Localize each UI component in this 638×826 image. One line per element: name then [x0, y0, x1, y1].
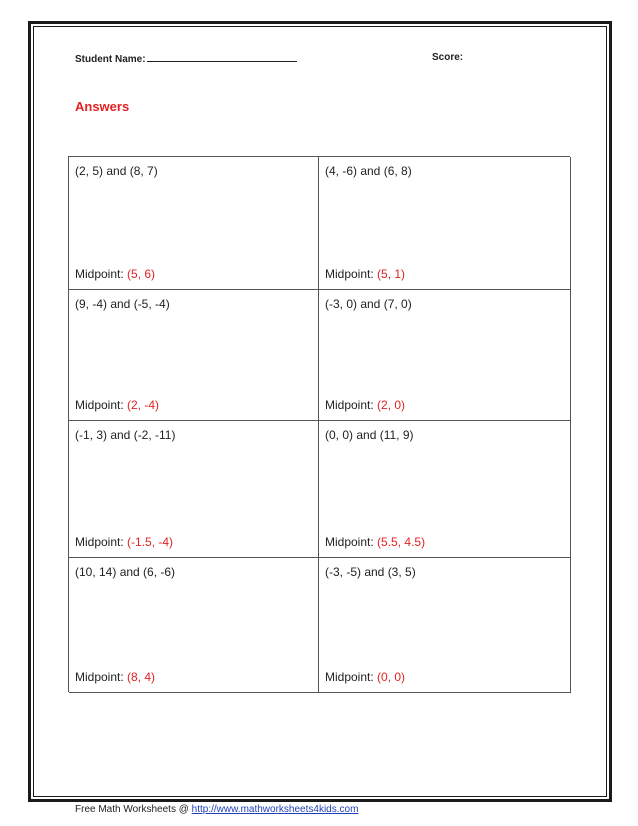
problem-points: (2, 5) and (8, 7)	[75, 164, 158, 178]
page-title: Answers	[75, 99, 130, 114]
problem-cell	[69, 421, 319, 558]
midpoint-line	[325, 398, 405, 412]
midpoint-line	[75, 267, 155, 281]
problem-points: (-3, 0) and (7, 0)	[325, 297, 412, 311]
midpoint-line	[325, 535, 425, 549]
midpoint-label: Midpoint:	[75, 670, 124, 684]
problem-cell	[319, 558, 571, 693]
footer-link[interactable]: http://www.mathworksheets4kids.com	[191, 804, 359, 815]
score-label: Score:	[432, 52, 464, 63]
midpoint-answer: (5, 6)	[127, 267, 156, 281]
problem-points: (0, 0) and (11, 9)	[325, 428, 414, 442]
midpoint-line	[75, 670, 155, 684]
midpoint-answer: (8, 4)	[127, 670, 156, 684]
midpoint-answer: (5.5, 4.5)	[377, 535, 426, 549]
problem-cell	[319, 157, 571, 290]
midpoint-answer: (2, -4)	[127, 398, 160, 412]
midpoint-label: Midpoint:	[325, 670, 374, 684]
midpoint-line	[75, 398, 159, 412]
midpoint-answer: (0, 0)	[377, 670, 406, 684]
midpoint-label: Midpoint:	[325, 398, 374, 412]
midpoint-answer: (2, 0)	[377, 398, 406, 412]
midpoint-line	[75, 535, 173, 549]
midpoint-answer: (5, 1)	[377, 267, 406, 281]
student-name-label: Student Name:	[75, 54, 146, 65]
problem-cell	[69, 558, 319, 693]
student-name-blank	[147, 52, 297, 62]
problem-points: (-3, -5) and (3, 5)	[325, 565, 416, 579]
problem-cell	[319, 290, 571, 421]
worksheet-header	[75, 52, 475, 66]
midpoint-label: Midpoint:	[75, 535, 124, 549]
problems-grid	[68, 156, 570, 692]
problem-cell	[69, 290, 319, 421]
midpoint-line	[325, 267, 405, 281]
problem-points: (-1, 3) and (-2, -11)	[75, 428, 176, 442]
problem-points: (9, -4) and (-5, -4)	[75, 297, 170, 311]
problem-cell	[319, 421, 571, 558]
midpoint-label: Midpoint:	[325, 267, 374, 281]
footer-text: Free Math Worksheets @	[75, 804, 192, 815]
problem-points: (10, 14) and (6, -6)	[75, 565, 176, 579]
student-name-field	[75, 52, 297, 65]
midpoint-label: Midpoint:	[75, 398, 124, 412]
midpoint-label: Midpoint:	[325, 535, 374, 549]
midpoint-label: Midpoint:	[75, 267, 124, 281]
footer	[75, 804, 358, 815]
midpoint-answer: (-1.5, -4)	[127, 535, 174, 549]
problem-points: (4, -6) and (6, 8)	[325, 164, 412, 178]
midpoint-line	[325, 670, 405, 684]
problem-cell	[69, 157, 319, 290]
